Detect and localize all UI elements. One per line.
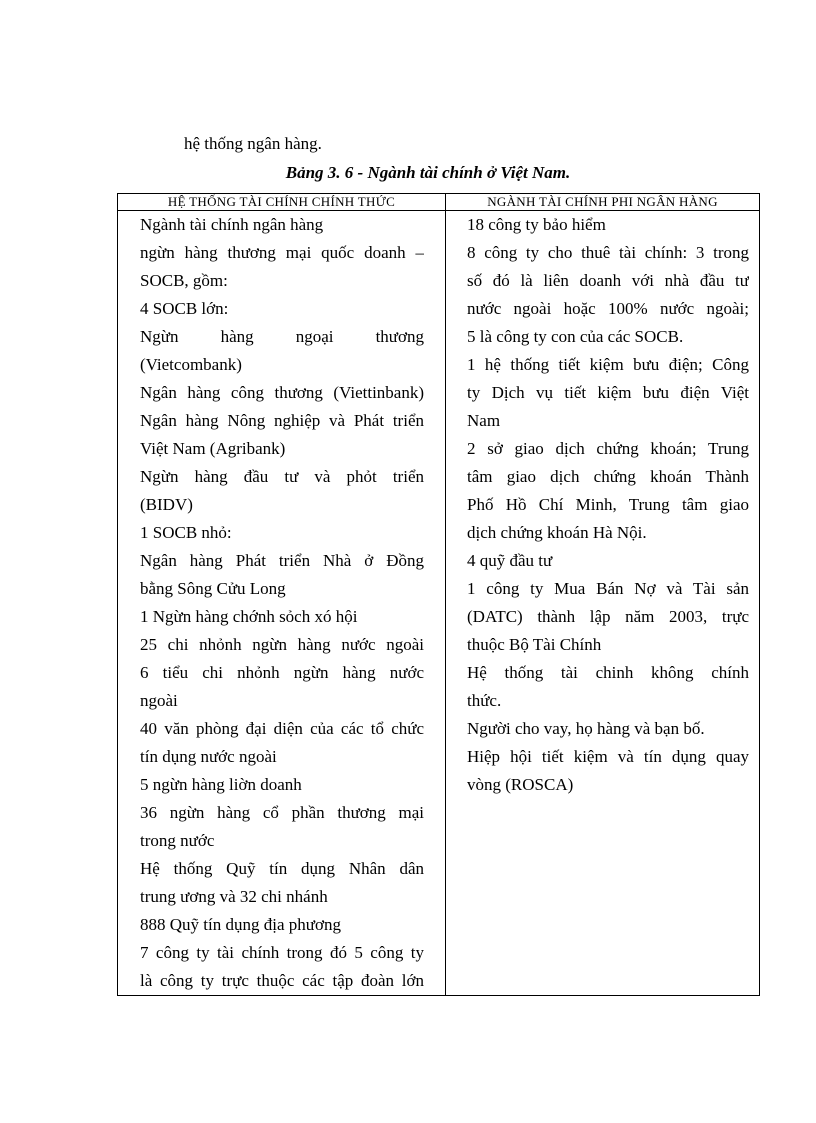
table-caption: [0, 162, 816, 184]
list-item: 18 công ty bảo hiểm: [467, 215, 606, 234]
list-item: 4 SOCB lớn:: [140, 299, 229, 318]
list-item: Ngừn hàng đầu tư và phỏt triển: [140, 467, 424, 486]
list-item: 40 văn phòng đại diện của các tổ chức: [140, 719, 424, 738]
header-non-bank-sector: NGÀNH TÀI CHÍNH PHI NGÂN HÀNG: [446, 194, 760, 211]
list-item: tín dụng nước ngoài: [140, 747, 277, 766]
list-item: dịch chứng khoán Hà Nội.: [467, 523, 647, 542]
list-item: 4 quỹ đầu tư: [467, 551, 553, 570]
list-item: Hiệp hội tiết kiệm và tín dụng quay: [467, 747, 749, 766]
list-item: Việt Nam (Agribank): [140, 439, 286, 458]
list-item: Ngành tài chính ngân hàng: [140, 215, 324, 234]
list-item: 5 là công ty con của các SOCB.: [467, 327, 684, 346]
list-item: trung ương và 32 chi nhánh: [140, 887, 328, 906]
list-item: trong nước: [140, 831, 215, 850]
table-caption-text: Bảng 3. 6 - Ngành tài chính ở Việt Nam.: [285, 163, 571, 182]
list-item: (Vietcombank): [140, 355, 242, 374]
list-item: 1 Ngừn hàng chớnh sỏch xó hội: [140, 607, 358, 626]
list-item: vòng (ROSCA): [467, 775, 574, 794]
list-item: 1 SOCB nhỏ:: [140, 523, 232, 542]
formal-system-cell: [118, 211, 446, 996]
list-item: 888 Quỹ tín dụng địa phương: [140, 915, 341, 934]
list-item: Ngân hàng Nông nghiệp và Phát triển: [140, 411, 424, 430]
list-item: số đó là liên doanh với nhà đầu tư: [467, 271, 749, 290]
list-item: 5 ngừn hàng liờn doanh: [140, 775, 302, 794]
list-item: ngoài: [140, 691, 178, 710]
list-item: Hệ thống tài chinh không chính: [467, 663, 749, 682]
list-item: 1 công ty Mua Bán Nợ và Tài sản: [467, 579, 749, 598]
list-item: 7 công ty tài chính trong đó 5 công ty: [140, 943, 424, 962]
list-item: SOCB, gồm:: [140, 271, 228, 290]
list-item: Hệ thống Quỹ tín dụng Nhân dân: [140, 859, 424, 878]
table-body-row: [118, 211, 760, 996]
list-item: tâm giao dịch chứng khoán Thành: [467, 467, 749, 486]
list-item: 8 công ty cho thuê tài chính: 3 trong: [467, 243, 749, 262]
list-item: Người cho vay, họ hàng và bạn bố.: [467, 719, 705, 738]
list-item: là công ty trực thuộc các tập đoàn lớn: [140, 971, 424, 990]
finance-table: [117, 193, 760, 996]
header-formal-system: HỆ THỐNG TÀI CHÍNH CHÍNH THỨC: [118, 194, 446, 211]
list-item: (DATC) thành lập năm 2003, trực: [467, 607, 749, 626]
list-item: 1 hệ thống tiết kiệm bưu điện; Công: [467, 355, 749, 374]
list-item: 2 sở giao dịch chứng khoán; Trung: [467, 439, 749, 458]
list-item: 25 chi nhỏnh ngừn hàng nước ngoài: [140, 635, 424, 654]
list-item: thức.: [467, 691, 502, 710]
list-item: Phố Hồ Chí Minh, Trung tâm giao: [467, 495, 749, 514]
list-item: 6 tiểu chi nhỏnh ngừn hàng nước: [140, 663, 424, 682]
list-item: (BIDV): [140, 495, 193, 514]
list-item: thuộc Bộ Tài Chính: [467, 635, 602, 654]
intro-text: hệ thống ngân hàng.: [184, 134, 322, 153]
list-item: ngừn hàng thương mại quốc doanh –: [140, 243, 424, 262]
list-item: nước ngoài hoặc 100% nước ngoài;: [467, 299, 749, 318]
list-item: Ngừn hàng ngoại thương: [140, 327, 424, 346]
list-item: 36 ngừn hàng cổ phần thương mại: [140, 803, 424, 822]
list-item: bằng Sông Cửu Long: [140, 579, 286, 598]
non-bank-sector-cell: [446, 211, 760, 996]
table-header-row: [118, 194, 760, 211]
list-item: Ngân hàng công thương (Viettinbank): [140, 383, 424, 402]
list-item: Ngân hàng Phát triển Nhà ở Đồng: [140, 551, 424, 570]
list-item: ty Dịch vụ tiết kiệm bưu điện Việt: [467, 383, 749, 402]
list-item: Nam: [467, 411, 501, 430]
